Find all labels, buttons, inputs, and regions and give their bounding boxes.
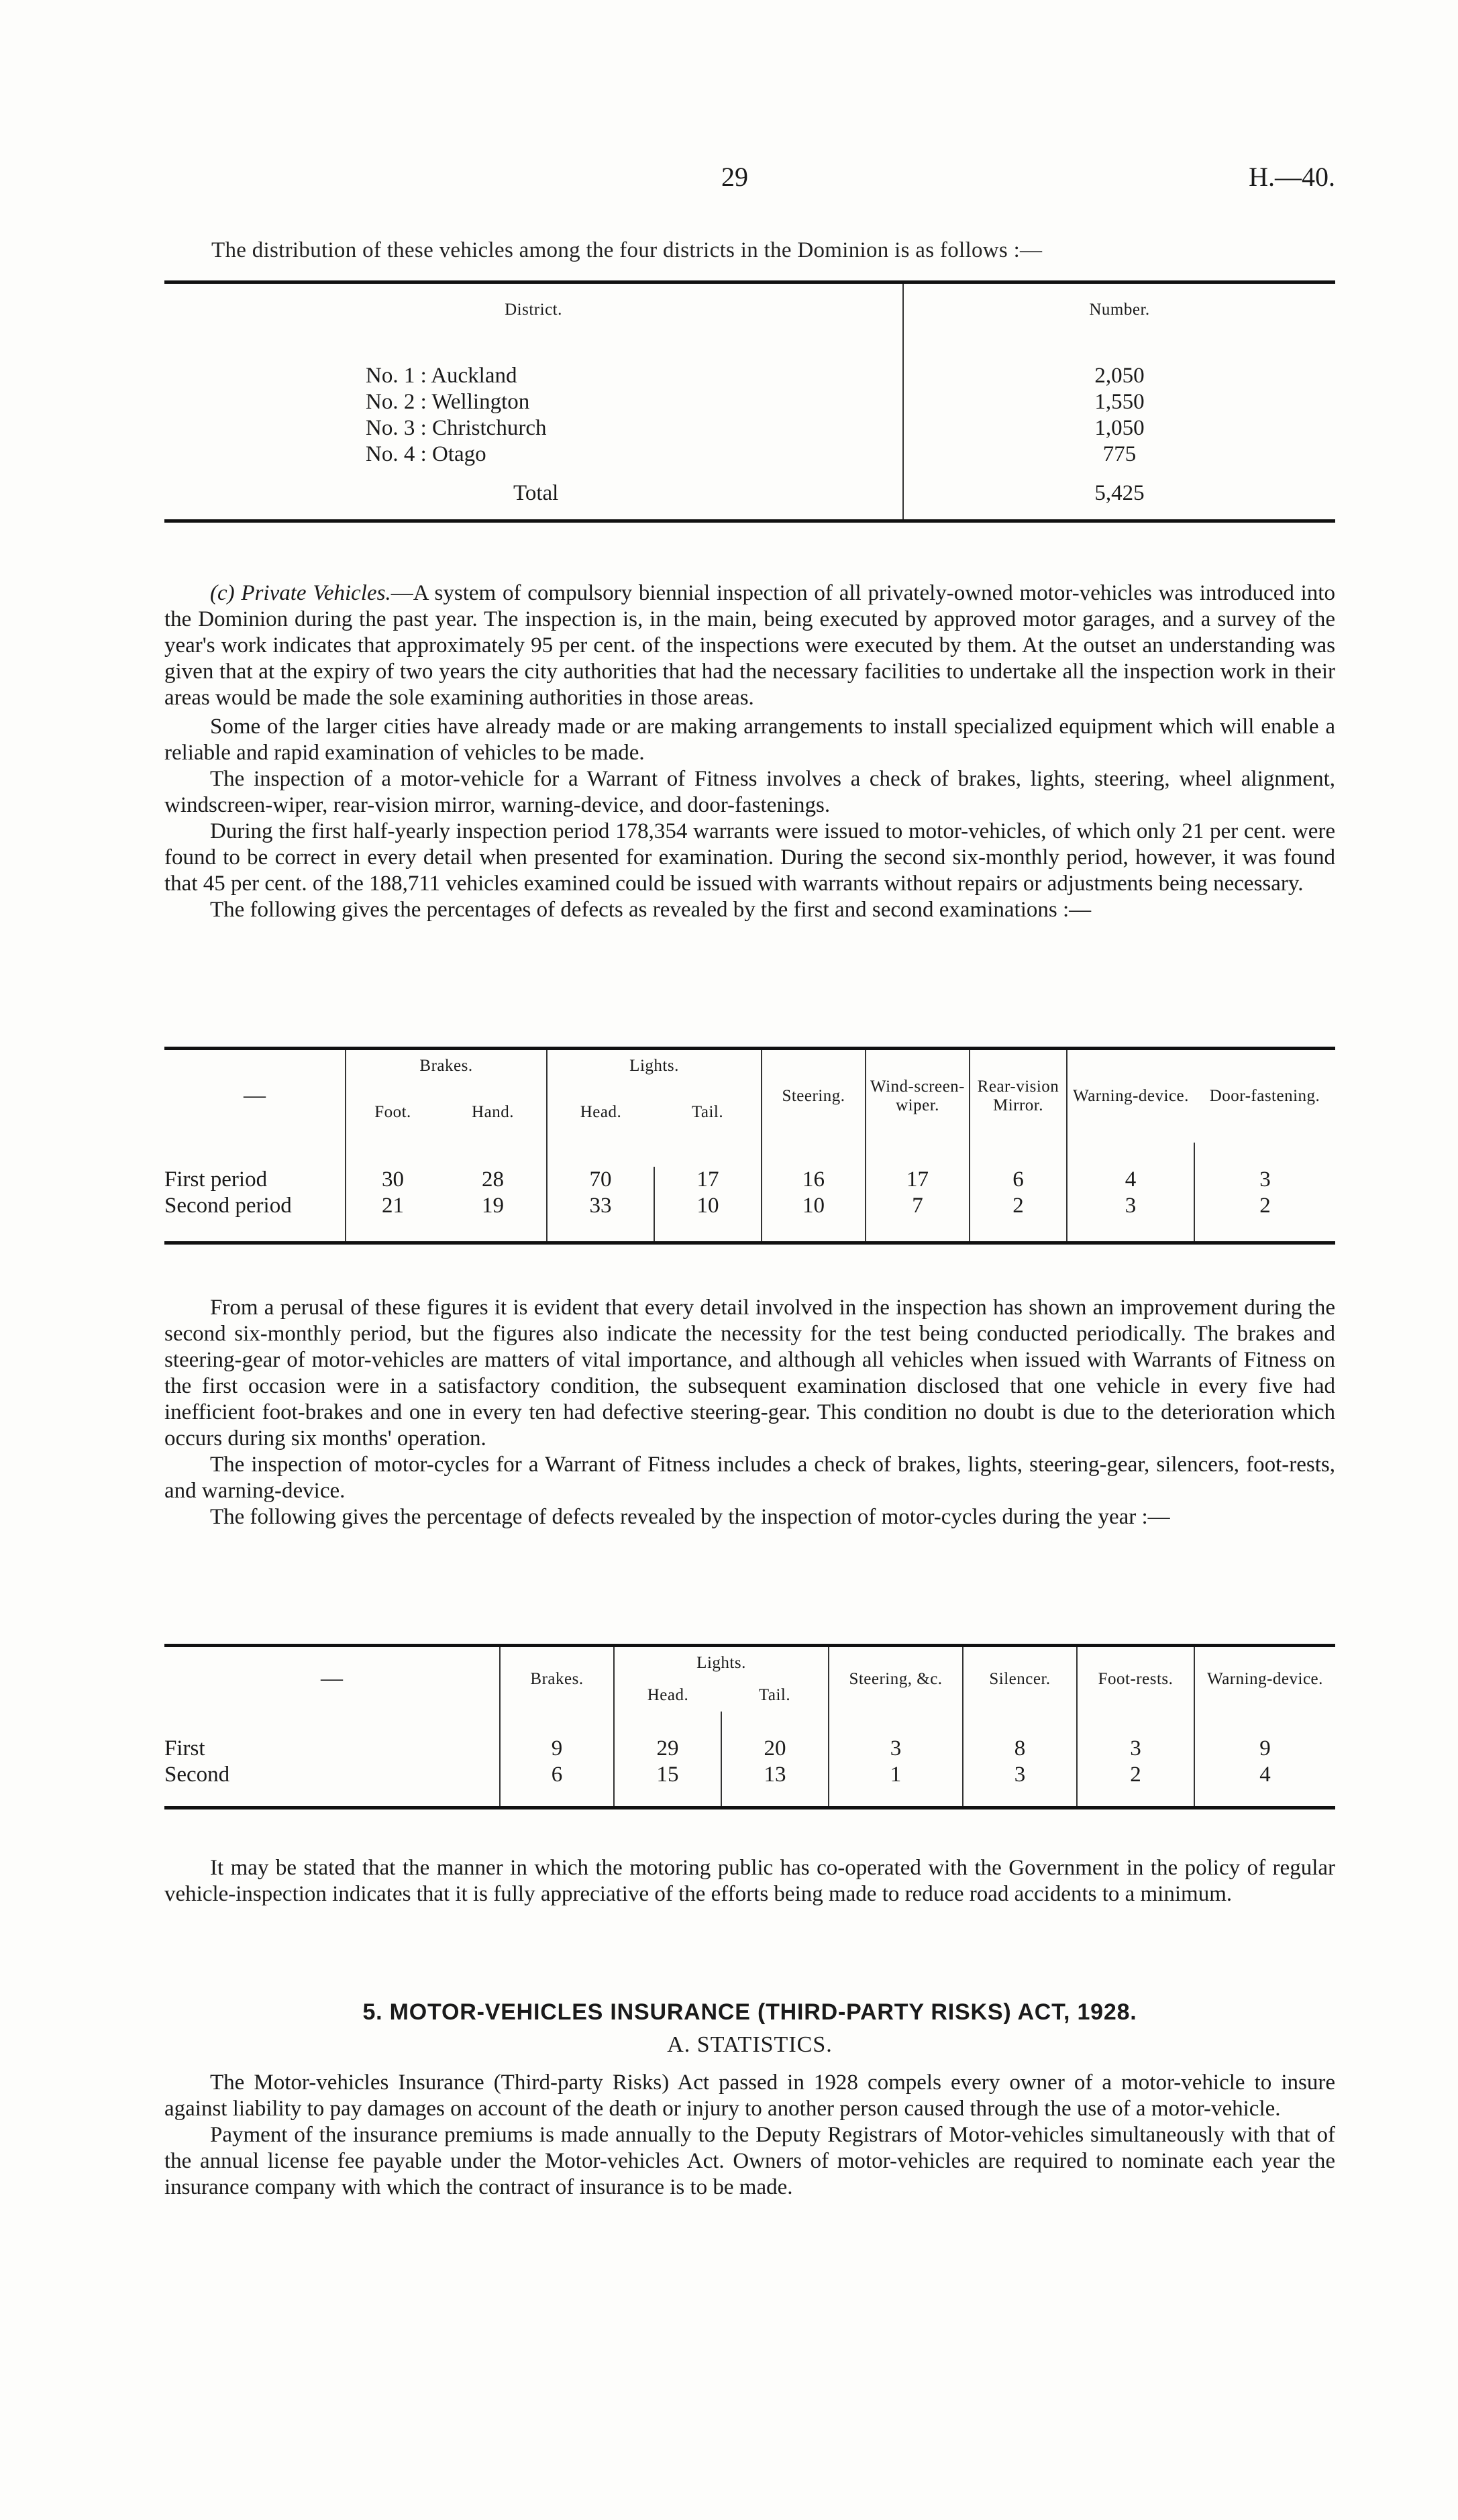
- foot-header: Foot.: [346, 1082, 439, 1143]
- lights-header: Lights.: [614, 1646, 829, 1679]
- district-name: Wellington: [431, 389, 530, 414]
- row-label: First: [164, 1736, 205, 1761]
- table-row: [164, 1193, 1335, 1219]
- col-district-header: District.: [505, 300, 562, 319]
- total-row: [164, 468, 1335, 521]
- district-no: No. 2 :: [366, 389, 427, 414]
- table-cell: 6: [500, 1762, 614, 1788]
- table-cell: 17: [866, 1167, 970, 1193]
- row-label-header: —: [321, 1667, 343, 1691]
- document-reference: H.—40.: [1249, 162, 1335, 192]
- mirror-header: Rear-vision Mirror.: [970, 1049, 1067, 1143]
- table-row: [164, 389, 1335, 415]
- page-header: [164, 161, 1335, 201]
- table-cell: 9: [500, 1736, 614, 1762]
- paragraph: During the first half-yearly inspection period 178,354 warrants were issued to motor-vehicles, of which only 21 per cent. were found to be correct in every detail when presented for examination. During the second six-monthly period, however, it was found that 45 per cent. of the 188,711 vehicles examined could be issued with warrants without repairs or adjustments being necessary.: [164, 819, 1335, 896]
- row-label-header: —: [244, 1084, 266, 1108]
- paragraph: The Motor-vehicles Insurance (Third-party Risks) Act passed in 1928 compels every owner of a motor-vehicle to insure against liability to pay damages on account of the death or injury to another person caused through the use of a motor-vehicle.: [164, 2070, 1335, 2121]
- paragraph-lead: (c) Private Vehicles.: [210, 581, 391, 605]
- warning-header: Warning-device.: [1067, 1049, 1194, 1143]
- paragraph: It may be stated that the manner in which the motoring public has co-operated with the Government in the policy of regular vehicle-inspection indicates that it is fully appreciative of the efforts being made to reduce road accidents to a minimum.: [164, 1856, 1335, 1906]
- district-no: No. 4 :: [366, 441, 427, 466]
- paragraph: Some of the larger cities have already made or are making arrangements to install specialized equipment which will enable a reliable and rapid examination of vehicles to be made.: [164, 715, 1335, 765]
- table-row: [164, 1167, 1335, 1193]
- table-row: [164, 441, 1335, 468]
- table-cell: 21: [346, 1193, 439, 1219]
- district-table: [164, 280, 1335, 523]
- table-cell: 9: [1194, 1736, 1335, 1762]
- paragraph: The inspection of a motor-vehicle for a Warrant of Fitness involves a check of brakes, lights, steering, wheel alignment, windscreen-wiper, rear-vision mirror, warning-device, and door-fastenings.: [164, 767, 1335, 817]
- vehicle-defects-table: [164, 1047, 1335, 1245]
- col-number-header: Number.: [903, 282, 1335, 336]
- table-cell: 4: [1194, 1762, 1335, 1788]
- table-cell: 2: [970, 1193, 1067, 1219]
- brakes-header: Brakes.: [346, 1049, 547, 1082]
- tail-header: Tail.: [691, 1102, 724, 1121]
- section-title: 5. MOTOR-VEHICLES INSURANCE (THIRD-PARTY RISKS) ACT, 1928.: [362, 1999, 1137, 2025]
- tail-header: Tail.: [758, 1685, 791, 1704]
- table-cell: 70: [547, 1167, 654, 1193]
- total-label: Total: [513, 480, 559, 505]
- table-cell: 3: [1067, 1193, 1194, 1219]
- table-cell: 3: [829, 1736, 963, 1762]
- table-cell: 30: [346, 1167, 439, 1193]
- table-cell: 6: [970, 1167, 1067, 1193]
- district-name: Otago: [432, 441, 486, 466]
- table-cell: 15: [614, 1762, 721, 1788]
- footrests-header: Foot-rests.: [1077, 1646, 1194, 1712]
- private-vehicles-text: [164, 580, 1335, 923]
- table-row: [164, 363, 1335, 389]
- table-cell: 2: [1077, 1762, 1194, 1788]
- page-number: 29: [721, 162, 748, 192]
- paragraph: (c) Private Vehicles.—A system of compulsory biennial inspection of all privately-owned motor-vehicles was introduced into the Dominion during the past year. The inspection is, in the main, being executed by approved motor garages, and a survey of the year's work indicates that approximately 95 per cent. of the inspections were executed by them. At the outset an understanding was given that at the expiry of two years the city authorities that had the necessary facilities to undertake all the inspection work in their areas would be made the sole examining authorities in those areas.: [164, 581, 1335, 710]
- warning-header: Warning-device.: [1194, 1646, 1335, 1712]
- table-cell: 13: [721, 1762, 829, 1788]
- silencer-header: Silencer.: [963, 1646, 1077, 1712]
- paragraph: The following gives the percentages of defects as revealed by the first and second examinations :—: [210, 898, 1092, 922]
- steering-header: Steering.: [762, 1049, 866, 1143]
- district-name: Auckland: [431, 363, 517, 388]
- table-cell: 10: [654, 1193, 762, 1219]
- table-cell: 17: [654, 1167, 762, 1193]
- table-cell: 33: [547, 1193, 654, 1219]
- table-cell: 10: [762, 1193, 866, 1219]
- motor-cycle-defects-table: [164, 1644, 1335, 1809]
- paragraph: Payment of the insurance premiums is made annually to the Deputy Registrars of Motor-vehicles simultaneously with that of the annual license fee payable under the Motor-vehicles Act. Owners of motor-vehicles are required to nominate each year the insurance company with which the contract of insurance is to be made.: [164, 2123, 1335, 2199]
- head-header: Head.: [547, 1082, 654, 1143]
- paragraph: The inspection of motor-cycles for a Warrant of Fitness includes a check of brakes, lights, steering-gear, silencers, foot-rests, and warning-device.: [164, 1453, 1335, 1503]
- table-cell: 3: [963, 1762, 1077, 1788]
- paragraph: From a perusal of these figures it is evident that every detail involved in the inspection has shown an improvement during the second six-monthly period, but the figures also indicate the necessity for the test being conducted periodically. The brakes and steering-gear of motor-vehicles are matters of vital importance, and although all vehicles when issued with Warrants of Fitness on the first occasion were in a satisfactory condition, the subsequent examination disclosed that one vehicle in every five had inefficient foot-brakes and one in every ten had defective steering-gear. This condition no doubt is due to the deterioration which occurs during six months' operation.: [164, 1296, 1335, 1451]
- table-cell: 3: [1194, 1167, 1335, 1193]
- table-cell: 3: [1077, 1736, 1194, 1762]
- lights-header: Lights.: [547, 1049, 762, 1082]
- total-value: 5,425: [903, 468, 1335, 521]
- table-cell: 20: [721, 1736, 829, 1762]
- head-header: Head.: [614, 1679, 721, 1712]
- row-label: First period: [164, 1167, 268, 1192]
- district-name: Christchurch: [432, 415, 547, 440]
- table-cell: 19: [482, 1193, 504, 1218]
- table-row: [164, 1762, 1335, 1788]
- brakes-header: Brakes.: [500, 1646, 614, 1712]
- steering-header: Steering, &c.: [829, 1646, 963, 1712]
- table-cell: 8: [963, 1736, 1077, 1762]
- door-header: Door-fastening.: [1209, 1086, 1320, 1105]
- table-cell: 1: [829, 1762, 963, 1788]
- intro-text: The distribution of these vehicles among the four districts in the Dominion is as follows :—: [211, 238, 1043, 262]
- motor-cycles-text: [164, 1295, 1335, 1530]
- row-label: Second period: [164, 1193, 292, 1218]
- district-no: No. 3 :: [366, 415, 427, 440]
- table-cell: 7: [866, 1193, 970, 1219]
- district-number: 775: [903, 441, 1335, 468]
- paragraph: The following gives the percentage of defects revealed by the inspection of motor-cycles during the year :—: [210, 1505, 1170, 1529]
- wiper-header: Wind-screen-wiper.: [866, 1049, 970, 1143]
- table-cell: 4: [1067, 1167, 1194, 1193]
- table-cell: 16: [762, 1167, 866, 1193]
- conclusion-text: [164, 1855, 1335, 1907]
- table-row: [164, 1736, 1335, 1762]
- table-cell: 28: [482, 1167, 504, 1192]
- district-number: 1,050: [903, 415, 1335, 441]
- district-number: 1,550: [903, 389, 1335, 415]
- district-no: No. 1 :: [366, 363, 427, 388]
- hand-header: Hand.: [472, 1102, 514, 1121]
- section-subtitle: A. STATISTICS.: [667, 2032, 833, 2057]
- table-cell: 2: [1194, 1193, 1335, 1219]
- district-number: 2,050: [903, 363, 1335, 389]
- table-row: [164, 415, 1335, 441]
- insurance-section: [164, 1999, 1335, 2201]
- table-cell: 29: [614, 1736, 721, 1762]
- row-label: Second: [164, 1762, 230, 1787]
